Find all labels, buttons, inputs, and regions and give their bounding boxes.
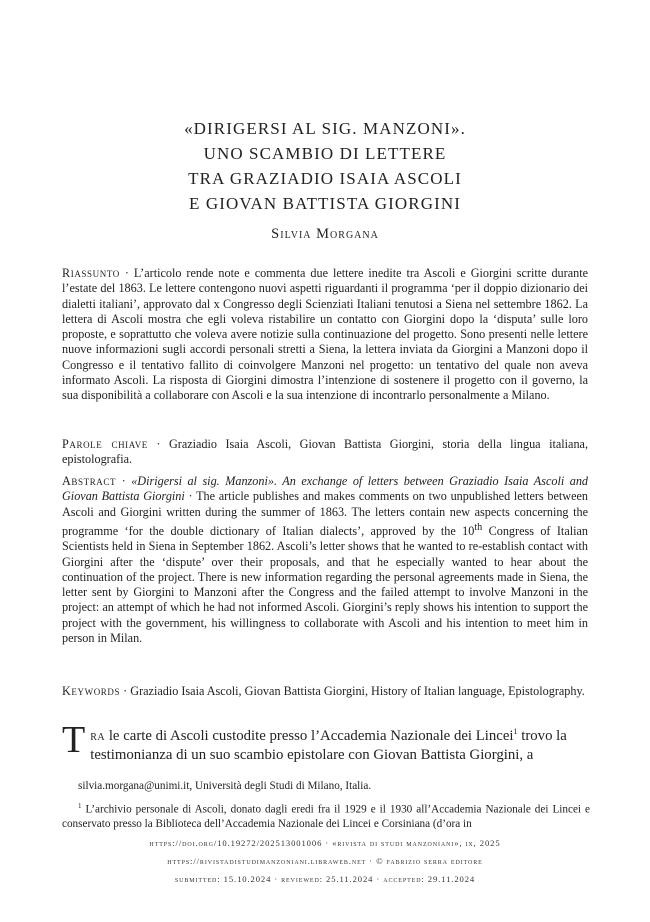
footnotes [62, 779, 590, 831]
keywords-label: Keywords [62, 684, 121, 698]
footnote-1 [62, 799, 590, 832]
abstract-label: Abstract [62, 474, 117, 488]
parole-chiave-text: Graziadio Isaia Ascoli, Giovan Battista Giorgini, storia della lingua italiana, epistolografia. [62, 437, 588, 467]
footer-doi-line: https://doi.org/10.19272/202513001006 · «rivista di studi manzoniani», ix, 2025 [149, 838, 501, 848]
riassunto-label: Riassunto [62, 266, 120, 280]
parole-chiave-separator: · [147, 437, 169, 451]
riassunto-paragraph [62, 266, 588, 404]
abstract-text-2: Congress of Italian Scientists held in Siena in September 1862. Ascoli’s letter shows that he wanted to re-establish contact with Giorgini after the ‘dispute’ over their proposals, and that he especially wanted to hear about the continuation of the project. There is new information regarding the personal agreements made in Siena, the letter sent by Giorgini to Manzoni after the Congress and the failed attempt to involve Manzoni in the project: an attempt of which he had not informed Ascoli. Giorgini’s reply shows his intention to support the project with the government, his willingness to collaborate with Ascoli and his intention to meet him in person in Milan. [62, 523, 588, 646]
footer-url-line: https://rivistadistudimanzoniani.libraweb.net · © fabrizio serra editore [167, 856, 483, 866]
author-affiliation: silvia.morgana@unimi.it, Università degli Studi di Milano, Italia. [78, 780, 372, 792]
body-paragraph [62, 719, 592, 765]
abstract-separator-2: · [184, 489, 197, 504]
parole-chiave-paragraph [62, 437, 588, 468]
riassunto-separator: · [119, 266, 134, 280]
abstract-separator: · [116, 474, 132, 488]
title-line-3: TRA GRAZIADIO ISAIA ASCOLI [188, 169, 462, 188]
article-title [0, 116, 650, 216]
author-name: Silvia Morgana [271, 226, 379, 242]
abstract-title: «Dirigersi al sig. Manzoni». An exchange of letters between Graziadio Isaia Ascoli and Giovan Battista Giorgini [62, 474, 589, 504]
abstract-superscript: th [474, 521, 483, 533]
keywords-separator: · [120, 684, 131, 698]
footnote-reference[interactable]: 1 [513, 727, 518, 736]
abstract-paragraph [62, 474, 588, 646]
body-text-1: le carte di Ascoli custodite presso l’Accademia Nazionale dei Lincei [105, 727, 514, 744]
title-line-1: «DIRIGERSI AL SIG. MANZONI». [184, 119, 466, 138]
footer-dates-line: submitted: 15.10.2024 · reviewed: 25.11.2024 · accepted: 29.11.2024 [174, 874, 476, 884]
drop-cap: T [62, 719, 86, 761]
title-line-4: E GIOVAN BATTISTA GIORGINI [189, 194, 461, 213]
parole-chiave-label: Parole chiave [62, 437, 148, 451]
title-line-2: UNO SCAMBIO DI LETTERE [203, 144, 447, 163]
footnote-1-text: L’archivio personale di Ascoli, donato dagli eredi fra il 1929 e il 1930 all’Accademia Nazionale dei Lincei e conservato presso la Biblioteca dell’Accademia Nazionale dei Lincei e Corsiniana (d’ora in [62, 803, 590, 830]
body-text-2: trovo la testimonianza di un suo scambio epistolare con Giovan Battista Giorgini, a [90, 727, 567, 763]
keywords-text: Graziadio Isaia Ascoli, Giovan Battista Giorgini, History of Italian language, Epistolography. [130, 684, 585, 698]
footnote-1-marker: 1 [78, 801, 82, 810]
body-first-word: ra [90, 727, 106, 744]
keywords-paragraph [62, 684, 588, 699]
riassunto-text: L’articolo rende note e commenta due lettere inedite tra Ascoli e Giorgini scritte durante l’estate del 1863. Le lettere contengono nuovi aspetti riguardanti il programma ‘per il doppio dizionario dei dialetti italiani’, approvato dal x Congresso degli Scienziati Italiani tenutosi a Siena nel settembre 1862. La lettera di Ascoli mostra che egli voleva ristabilire un contatto con Giorgini dopo la ‘disputa’ sulle loro proposte, e soprattutto che voleva avere notizie sulla continuazione del progetto. Sono presenti nelle lettere nuove informazioni sugli accordi personali stretti a Siena, la lettera inviata da Giorgini a Manzoni dopo il Congresso e il tentativo fallito di coinvolgere Manzoni nel progetto: un tentativo del quale non aveva informato Ascoli. La risposta di Giorgini dimostra l’intenzione di sostenere il progetto con il governo, la sua disponibilità a collaborare con Ascoli e la sua intenzione di incontrarlo personalmente a Milano. [62, 266, 589, 403]
abstract-text-1: The article publishes and makes comments on two unpublished letters between Ascoli and Giorgini written during the summer of 1863. The letters contain new aspects concerning the programme ‘for the double dictionary of Italian dialects’, approved by the 10 [62, 489, 588, 538]
